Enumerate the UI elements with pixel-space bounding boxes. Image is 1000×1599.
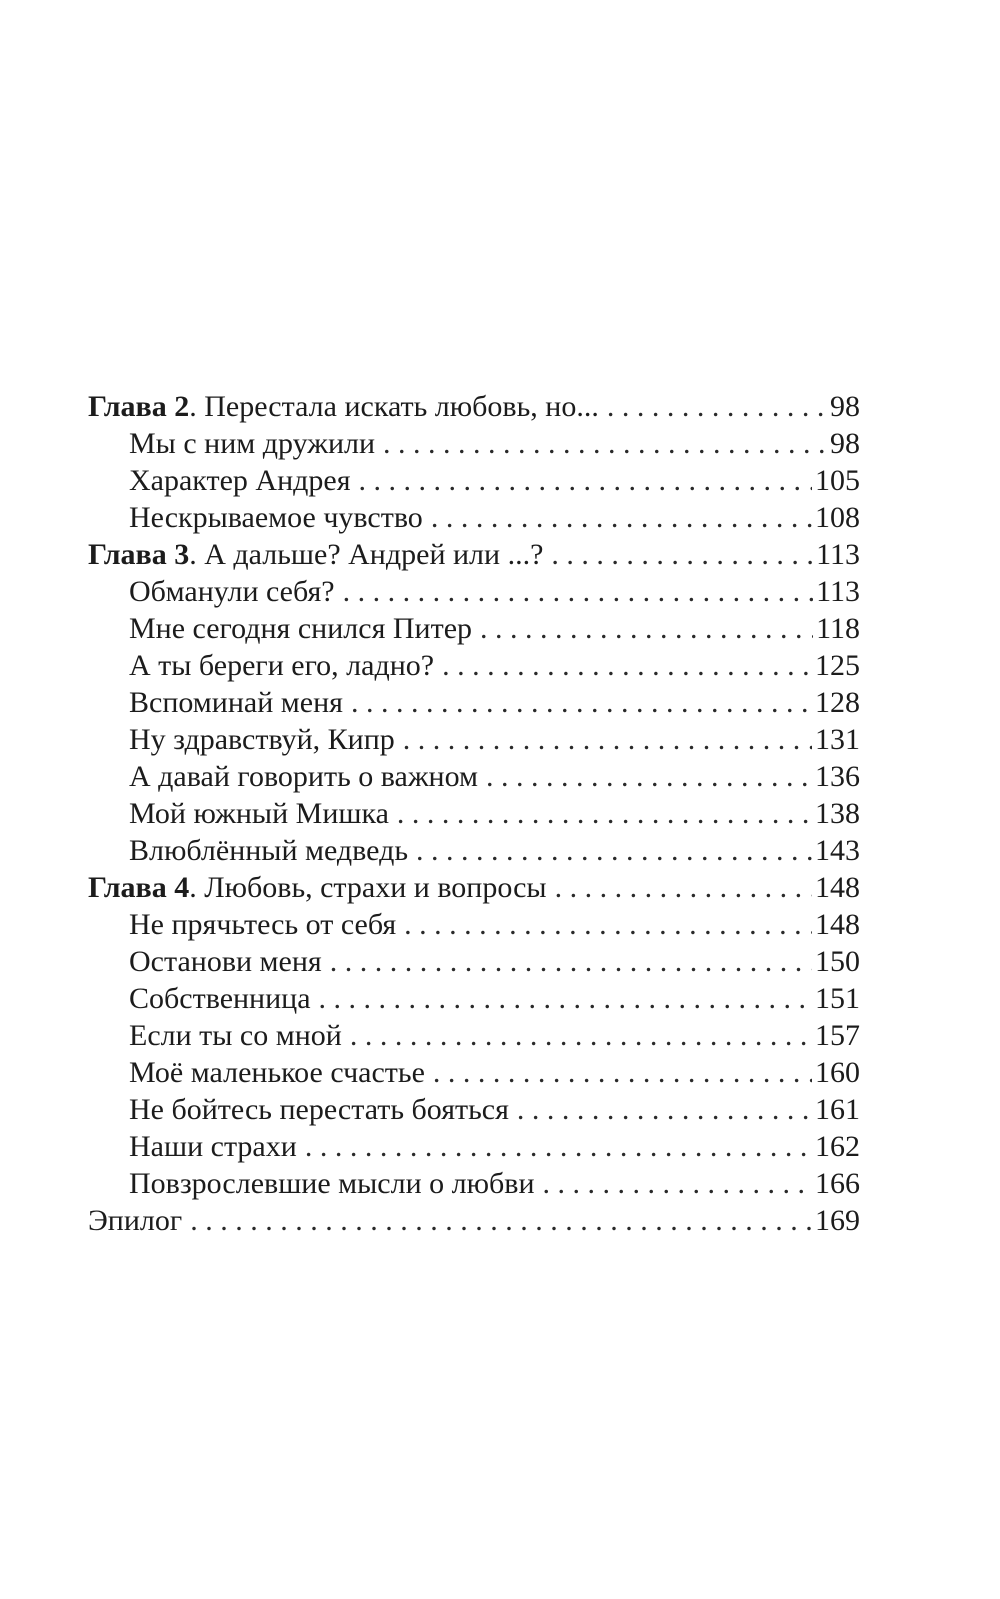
toc-section-row <box>88 425 860 462</box>
toc-section-row <box>88 499 860 536</box>
page-number: 131 <box>815 723 860 756</box>
section-title: Наши страхи <box>129 1130 297 1163</box>
leader-dots <box>543 1165 812 1202</box>
section-title: Моё маленькое счастье <box>129 1056 425 1089</box>
section-title: Собственница <box>129 982 311 1015</box>
section-title: Обманули себя? <box>129 575 335 608</box>
toc-section-row <box>88 1165 860 1202</box>
section-title: Не прячьтесь от себя <box>129 908 397 941</box>
toc-entry-label <box>88 869 547 906</box>
leader-dots <box>480 610 813 647</box>
toc-section-row <box>88 980 860 1017</box>
chapter-title: . Любовь, страхи и вопросы <box>189 871 547 904</box>
page-number: 105 <box>815 464 860 497</box>
page-number: 157 <box>815 1019 860 1052</box>
section-title: Нескрываемое чувство <box>129 501 423 534</box>
section-title: Не бойтесь перестать бояться <box>129 1093 509 1126</box>
toc-section-row <box>88 721 860 758</box>
leader-dots <box>607 388 827 425</box>
page-number: 143 <box>815 834 860 867</box>
leader-dots <box>555 869 812 906</box>
leader-dots <box>433 1054 812 1091</box>
page-number: 108 <box>815 501 860 534</box>
page-number: 113 <box>816 575 860 608</box>
toc-section-row <box>88 1091 860 1128</box>
page-number: 151 <box>815 982 860 1015</box>
leader-dots <box>486 758 812 795</box>
leader-dots <box>397 795 812 832</box>
chapter-name: Глава 4 <box>88 871 190 904</box>
toc-section-row <box>88 1128 860 1165</box>
leader-dots <box>404 906 812 943</box>
page-number: 150 <box>815 945 860 978</box>
toc-section-row <box>88 943 860 980</box>
toc-section-row <box>88 1017 860 1054</box>
toc-section-row <box>88 906 860 943</box>
chapter-title: . Перестала искать любовь, но... <box>189 390 599 423</box>
toc-section-row <box>88 795 860 832</box>
toc-section-row <box>88 1054 860 1091</box>
leader-dots <box>551 536 813 573</box>
page-number: 161 <box>815 1093 860 1126</box>
leader-dots <box>330 943 812 980</box>
page-number: 98 <box>830 427 860 460</box>
section-title: Мне сегодня снился Питер <box>129 612 473 645</box>
leader-dots <box>305 1128 812 1165</box>
leader-dots <box>359 462 813 499</box>
leader-dots <box>351 684 812 721</box>
page-number: 136 <box>815 760 860 793</box>
section-title: Характер Андрея <box>129 464 351 497</box>
toc-section-row <box>88 758 860 795</box>
leader-dots <box>517 1091 812 1128</box>
toc-section-row <box>88 832 860 869</box>
section-title: Вспоминай меня <box>129 686 343 719</box>
section-title: Если ты со мной <box>129 1019 342 1052</box>
chapter-name: Глава 3 <box>88 538 190 571</box>
leader-dots <box>431 499 812 536</box>
page-number: 113 <box>816 538 860 571</box>
toc-section-row <box>88 647 860 684</box>
leader-dots <box>383 425 827 462</box>
section-title: Ну здравствуй, Кипр <box>129 723 395 756</box>
leader-dots <box>403 721 812 758</box>
leader-dots <box>442 647 812 684</box>
toc-section-row <box>88 573 860 610</box>
toc-chapter-row <box>88 536 860 573</box>
chapter-title: . А дальше? Андрей или ...? <box>189 538 544 571</box>
section-title: Мы с ним дружили <box>129 427 376 460</box>
leader-dots <box>350 1017 812 1054</box>
leader-dots <box>190 1202 812 1239</box>
leader-dots <box>319 980 812 1017</box>
leader-dots <box>416 832 812 869</box>
toc-chapter-row <box>88 869 860 906</box>
page-number: 169 <box>815 1204 860 1237</box>
leader-dots <box>343 573 813 610</box>
toc-epilogue-row <box>88 1202 860 1239</box>
toc-entry-label <box>88 536 543 573</box>
section-title: Останови меня <box>129 945 322 978</box>
toc-chapter-row <box>88 388 860 425</box>
page-number: 148 <box>815 908 860 941</box>
section-title: Влюблённый медведь <box>129 834 409 867</box>
section-title: А ты береги его, ладно? <box>129 649 435 682</box>
section-title: Мой южный Мишка <box>129 797 389 830</box>
toc-entry-label <box>88 388 599 425</box>
epilogue-title: Эпилог <box>88 1204 183 1237</box>
section-title: Повзрослевшие мысли о любви <box>129 1167 535 1200</box>
toc-section-row <box>88 462 860 499</box>
table-of-contents <box>88 388 860 1239</box>
page-number: 166 <box>815 1167 860 1200</box>
page-number: 162 <box>815 1130 860 1163</box>
page-number: 98 <box>830 390 860 423</box>
page-number: 125 <box>815 649 860 682</box>
page-number: 148 <box>815 871 860 904</box>
page-number: 118 <box>816 612 860 645</box>
toc-section-row <box>88 610 860 647</box>
toc-section-row <box>88 684 860 721</box>
page-number: 138 <box>815 797 860 830</box>
page-number: 160 <box>815 1056 860 1089</box>
section-title: А давай говорить о важном <box>129 760 479 793</box>
chapter-name: Глава 2 <box>88 390 190 423</box>
page-number: 128 <box>815 686 860 719</box>
